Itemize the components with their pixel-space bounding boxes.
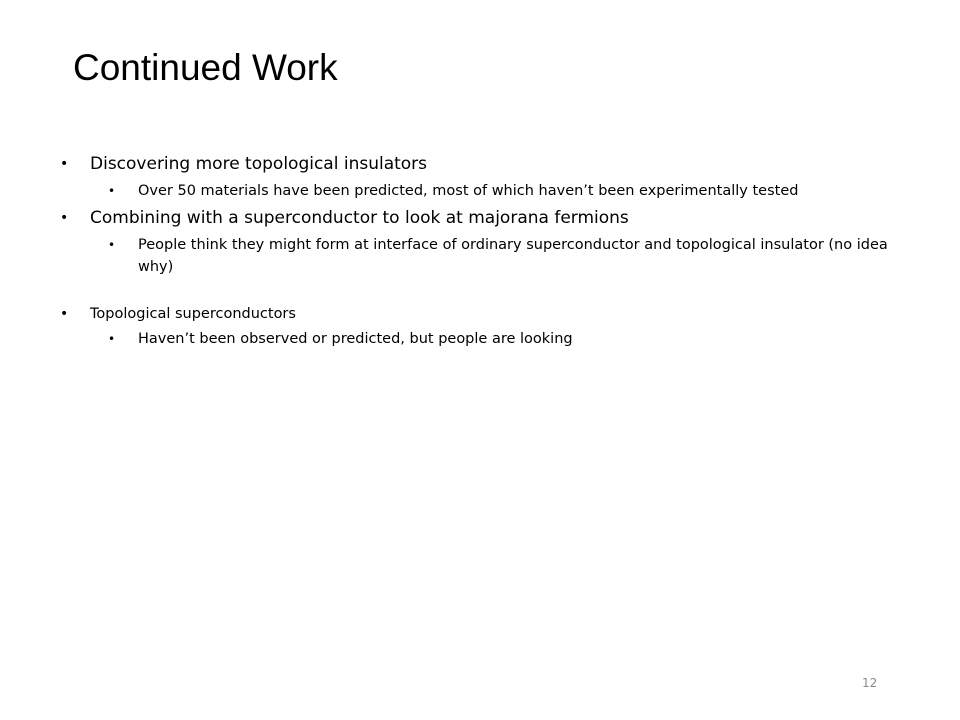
sub-bullet-list (90, 328, 890, 350)
sub-bullet-text: Haven’t been observed or predicted, but people are looking (138, 331, 573, 347)
bullet-text: Discovering more topological insulators (90, 154, 428, 174)
bullet-dot-icon: • (60, 210, 69, 226)
bullet-dot-icon: • (108, 184, 116, 198)
bullet-dot-icon: • (60, 156, 69, 172)
bullet-item (60, 304, 890, 350)
sub-bullet-text: Over 50 materials have been predicted, most of which haven’t been experimentally tested (138, 183, 799, 199)
sub-bullet-item (90, 180, 890, 202)
bullet-item (60, 206, 890, 278)
bullet-text: Combining with a superconductor to look at majorana fermions (90, 208, 629, 228)
bullet-dot-icon: • (108, 332, 116, 346)
sub-bullet-item (90, 234, 890, 278)
sub-bullet-list (90, 234, 890, 278)
slide-title: Continued Work (73, 47, 338, 88)
bullet-text: Topological superconductors (90, 306, 296, 322)
bullet-dot-icon: • (60, 306, 69, 322)
bullet-item (60, 152, 890, 202)
bullet-list (60, 152, 890, 354)
sub-bullet-list (90, 180, 890, 202)
page-number: 12 (862, 676, 878, 690)
sub-bullet-item (90, 328, 890, 350)
sub-bullet-text: People think they might form at interface of ordinary superconductor and topological insulator (no idea why) (138, 237, 888, 275)
bullet-dot-icon: • (108, 238, 116, 252)
